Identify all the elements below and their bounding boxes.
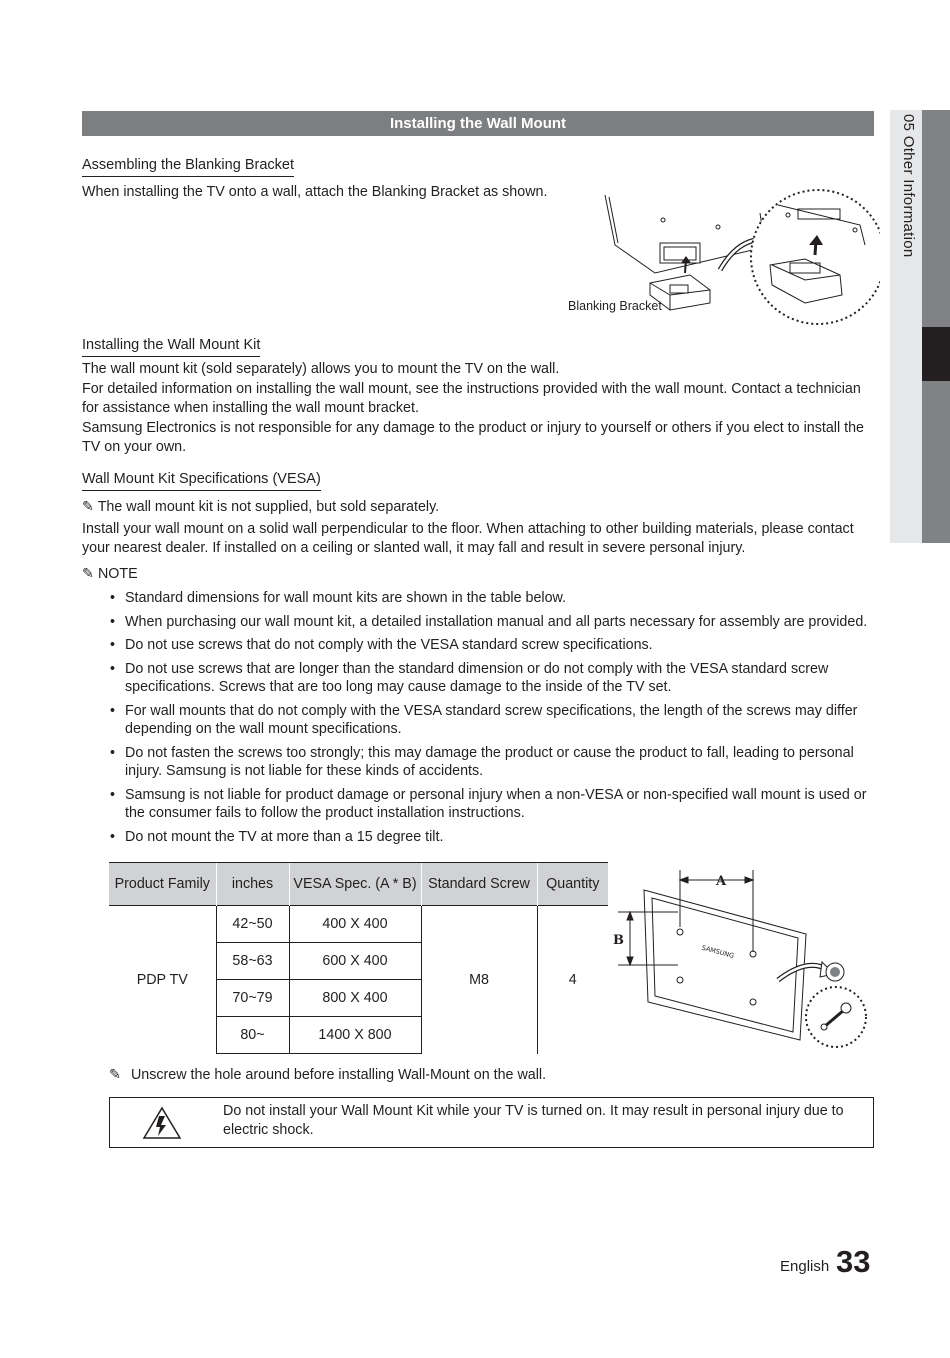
- unscrew-note-text: Unscrew the hole around before installing Wall-Mount on the wall.: [130, 1067, 547, 1083]
- side-tab-marker: [922, 327, 950, 381]
- list-item-text: Do not use screws that are longer than the standard dimension or do not comply with the VESA standard screw specifications. Screws that are too long may cause damage to the inside of the TV set.: [125, 660, 829, 695]
- list-item: • Do not fasten the screws too strongly; this may damage the product or cause the product to fall, leading to personal injury. Samsung is not liable for these kinds of accidents.: [110, 744, 854, 779]
- list-item-text: Samsung is not liable for product damage or personal injury when a non-VESA or non-specified wall mount is used or the consumer fails to follow the product installation instructions.: [125, 786, 867, 821]
- list-item: • Do not use screws that do not comply with the VESA standard screw specifications.: [110, 637, 653, 653]
- list-item: • Do not mount the TV at more than a 15 degree tilt.: [110, 828, 444, 845]
- vesa-paragraph: Install your wall mount on a solid wall perpendicular to the floor. When attaching to other building materials, please contact your nearest dealer. If installed on a ceiling or slanted wall, it may fall and result in severe personal injury.: [82, 521, 854, 556]
- column-header: inches: [216, 863, 289, 906]
- column-header: Standard Screw: [421, 863, 537, 906]
- list-item-text: When purchasing our wall mount kit, a detailed installation manual and all parts necessary for assembly are provided.: [125, 613, 868, 630]
- brand-logo: SAMSUNG: [700, 943, 735, 960]
- side-tab-label: 05 Other Information: [900, 114, 917, 258]
- blanking-heading: Assembling the Blanking Bracket: [82, 156, 294, 177]
- note-label: NOTE: [97, 566, 138, 582]
- table-header-row: [109, 863, 608, 906]
- vesa-note-line: [82, 498, 582, 517]
- screw-cell: M8: [421, 906, 537, 1054]
- warning-box: [109, 1097, 874, 1148]
- column-header: Quantity: [537, 863, 608, 906]
- list-item: • For wall mounts that do not comply with the VESA standard screw specifications, the length of the screws may differ depending on the wall mount specifications.: [110, 702, 858, 737]
- kit-paragraph: The wall mount kit (sold separately) allows you to mount the TV on the wall.: [82, 361, 560, 377]
- list-item-text: Do not use screws that do not comply with the VESA standard screw specifications.: [125, 637, 653, 653]
- blanking-text: When installing the TV onto a wall, attach the Blanking Bracket as shown.: [82, 184, 548, 200]
- vesa-cell: 600 X 400: [289, 943, 421, 980]
- unscrew-note: [109, 1066, 809, 1085]
- vesa-cell: 400 X 400: [289, 906, 421, 943]
- page-number: 33: [836, 1244, 871, 1279]
- blanking-bracket-label: Blanking Bracket: [568, 299, 662, 313]
- note-list: [82, 589, 878, 851]
- list-item: • Do not use screws that are longer than the standard dimension or do not comply with the VESA standard screw specifications. Screws that are too long may cause damage to the inside of the TV set.: [110, 660, 829, 695]
- list-item: • Standard dimensions for wall mount kits are shown in the table below.: [110, 590, 567, 606]
- column-header: VESA Spec. (A * B): [289, 863, 421, 906]
- inches-cell: 58~63: [216, 943, 289, 980]
- dimension-b-label: B: [613, 933, 624, 948]
- section-title: Installing the Wall Mount: [82, 111, 874, 136]
- footer-language: English: [780, 1258, 830, 1275]
- list-item-text: Do not mount the TV at more than a 15 degree tilt.: [125, 828, 444, 845]
- pencil-note-icon: ✎: [82, 499, 94, 515]
- inches-cell: 80~: [216, 1017, 289, 1054]
- pencil-note-icon: ✎: [109, 1067, 121, 1083]
- vesa-cell: 1400 X 800: [289, 1017, 421, 1054]
- dimension-a-label: A: [716, 874, 727, 889]
- quantity-cell: 4: [537, 906, 608, 1054]
- kit-paragraph: Samsung Electronics is not responsible for any damage to the product or injury to yourself or others if you elect to install the TV on your own.: [82, 420, 864, 455]
- pencil-note-icon: ✎: [82, 566, 94, 582]
- column-header: Product Family: [109, 863, 216, 906]
- vesa-heading: Wall Mount Kit Specifications (VESA): [82, 470, 321, 491]
- kit-heading: Installing the Wall Mount Kit: [82, 336, 260, 357]
- vesa-cell: 800 X 400: [289, 980, 421, 1017]
- list-item-text: Do not fasten the screws too strongly; this may damage the product or cause the product to fall, leading to personal injury. Samsung is not liable for these kinds of accidents.: [125, 744, 854, 779]
- list-item: • When purchasing our wall mount kit, a detailed installation manual and all parts necessary for assembly are provided.: [110, 613, 868, 630]
- table-row: [109, 906, 608, 943]
- list-item-text: For wall mounts that do not comply with the VESA standard screw specifications, the length of the screws may differ depending on the wall mount specifications.: [125, 702, 858, 737]
- kit-paragraph: For detailed information on installing the wall mount, see the instructions provided with the wall mount. Contact a technician for assistance when installing the wall mount bracket.: [82, 381, 861, 416]
- electric-shock-warning-icon: [142, 1106, 182, 1140]
- inches-cell: 42~50: [216, 906, 289, 943]
- inches-cell: 70~79: [216, 980, 289, 1017]
- vesa-note-text: The wall mount kit is not supplied, but sold separately.: [97, 499, 440, 515]
- list-item: • Samsung is not liable for product damage or personal injury when a non-VESA or non-specified wall mount is used or the consumer fails to follow the product installation instructions.: [110, 786, 867, 821]
- vesa-dimension-diagram: [608, 862, 873, 1052]
- product-family-cell: PDP TV: [109, 906, 216, 1054]
- list-item-text: Standard dimensions for wall mount kits are shown in the table below.: [125, 590, 567, 606]
- vesa-spec-table: [109, 862, 608, 1054]
- warning-text: Do not install your Wall Mount Kit while your TV is turned on. It may result in personal injury due to electric shock.: [223, 1103, 844, 1138]
- note-header: [82, 565, 138, 584]
